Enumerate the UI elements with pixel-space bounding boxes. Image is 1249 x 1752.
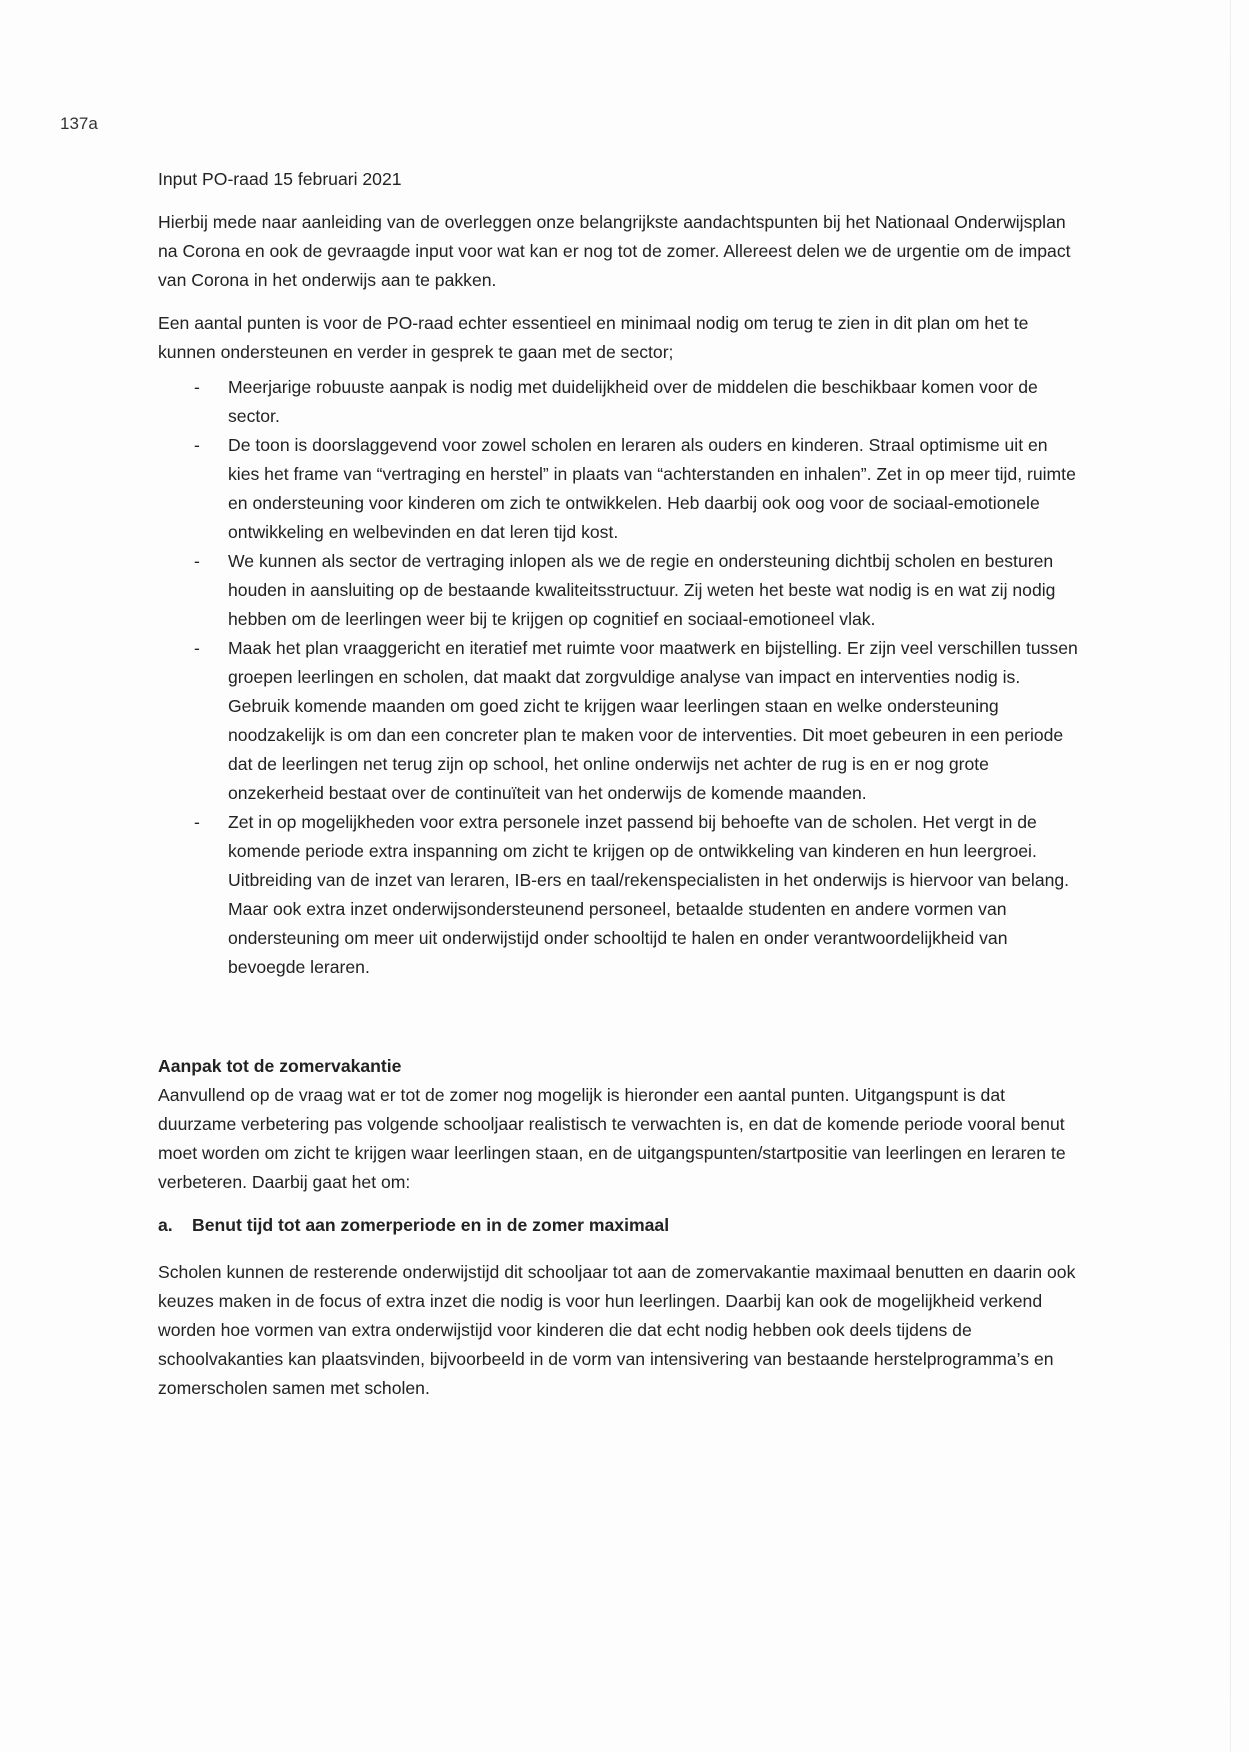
sub-heading-text: Benut tijd tot aan zomerperiode en in de zomer maximaal (192, 1215, 670, 1235)
dash-bullet: - (194, 435, 200, 455)
dash-bullet: - (194, 551, 200, 571)
dash-bullet: - (194, 638, 200, 658)
list-item-text: De toon is doorslaggevend voor zowel scholen en leraren als ouders en kinderen. Straal optimisme uit en kies het frame van “vertraging en herstel” in plaats van “achterstanden en inhalen”. Zet in op meer tijd, ruimte en ondersteuning voor kinderen om zich te ontwikkelen. Heb daarbij ook oog voor de sociaal-emotionele ontwikkeling en welbevinden en dat leren tijd kost. (228, 435, 1076, 542)
sub-heading (158, 1211, 1078, 1240)
sub-paragraph: Scholen kunnen de resterende onderwijstijd dit schooljaar tot aan de zomervakantie maximaal benutten en daarin ook keuzes maken in de focus of extra inzet die nodig is voor hun leerlingen. Daarbij kan ook de mogelijkheid verkend worden hoe vormen van extra onderwijstijd voor kinderen die dat echt nodig hebben ook deels tijdens de schoolvakanties kan plaatsvinden, bijvoorbeeld in de vorm van intensivering van bestaande herstelprogramma’s en zomerscholen samen met scholen. (158, 1262, 1076, 1398)
section-heading: Aanpak tot de zomervakantie (158, 1056, 402, 1076)
list-item (158, 547, 1078, 634)
key-points-list (158, 373, 1078, 982)
list-item (158, 431, 1078, 547)
list-item (158, 634, 1078, 808)
list-item-text: Maak het plan vraaggericht en iteratief met ruimte voor maatwerk en bijstelling. Er zijn veel verschillen tussen groepen leerlingen en scholen, dat maakt dat zorgvuldige analyse van impact en interventies nodig is. Gebruik komende maanden om goed zicht te krijgen waar leerlingen staan en welke ondersteuning noodzakelijk is om dan een concreter plan te maken voor de interventies. Dit moet gebeuren in een periode dat de leerlingen net terug zijn op school, het online onderwijs net achter de rug is en er nog grote onzekerheid bestaat over de continuïteit van het onderwijs de komende maanden. (228, 638, 1078, 803)
list-item (158, 808, 1078, 982)
scan-edge (1230, 0, 1231, 1752)
list-item (158, 373, 1078, 431)
section-intro: Aanvullend op de vraag wat er tot de zomer nog mogelijk is hieronder een aantal punten. Uitgangspunt is dat duurzame verbetering pas volgende schooljaar realistisch te verwachten is, en dat de komende periode vooral benut moet worden om zicht te krijgen waar leerlingen staan, en de uitgangspunten/startpositie van leerlingen en leraren te verbeteren. Daarbij gaat het om: (158, 1085, 1066, 1192)
dash-bullet: - (194, 377, 200, 397)
dash-bullet: - (194, 812, 200, 832)
sub-heading-marker: a. (158, 1215, 173, 1235)
list-item-text: Meerjarige robuuste aanpak is nodig met duidelijkheid over de middelen die beschikbaar komen voor de sector. (228, 377, 1038, 426)
intro-paragraph: Hierbij mede naar aanleiding van de overleggen onze belangrijkste aandachtspunten bij het Nationaal Onderwijsplan na Corona en ook de gevraagde input voor wat kan er nog tot de zomer. Allereest delen we de urgentie om de impact van Corona in het onderwijs aan te pakken. (158, 212, 1071, 290)
page-number: 137a (60, 114, 98, 133)
document-title: Input PO-raad 15 februari 2021 (158, 169, 402, 189)
second-paragraph: Een aantal punten is voor de PO-raad echter essentieel en minimaal nodig om terug te zien in dit plan om het te kunnen ondersteunen en verder in gesprek te gaan met de sector; (158, 313, 1029, 362)
document-body (158, 165, 1078, 1417)
list-item-text: We kunnen als sector de vertraging inlopen als we de regie en ondersteuning dichtbij scholen en besturen houden in aansluiting op de bestaande kwaliteitsstructuur. Zij weten het beste wat nodig is en wat zij nodig hebben om de leerlingen weer bij te krijgen op cognitief en sociaal-emotioneel vlak. (228, 551, 1056, 629)
list-item-text: Zet in op mogelijkheden voor extra personele inzet passend bij behoefte van de scholen. Het vergt in de komende periode extra inspanning om zicht te krijgen op de ontwikkeling van kinderen en hun leergroei. Uitbreiding van de inzet van leraren, IB-ers en taal/rekenspecialisten in het onderwijs is hiervoor van belang. Maar ook extra inzet onderwijsondersteunend personeel, betaalde studenten en andere vormen van ondersteuning om meer uit onderwijstijd onder schooltijd te halen en onder verantwoordelijkheid van bevoegde leraren. (228, 812, 1070, 977)
